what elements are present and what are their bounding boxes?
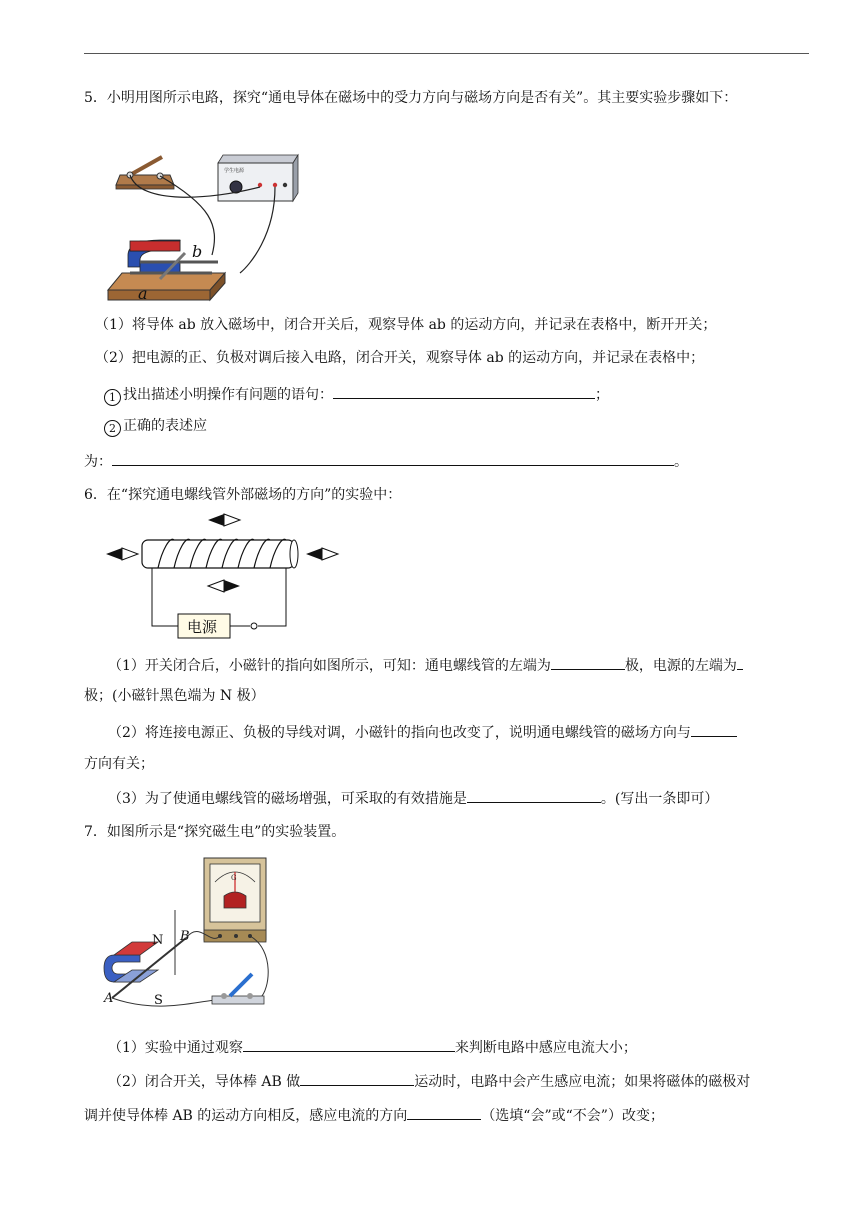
- q7-intro: 7．如图所示是“探究磁生电”的实验装置。: [84, 824, 346, 840]
- q5-sub2-text: 正确的表述应: [123, 418, 207, 434]
- q7-s2-c: 调并使导体棒 AB 的运动方向相反，感应电流的方向: [84, 1108, 408, 1124]
- q5-power-label: 学生电源: [224, 168, 245, 174]
- q5-sub2: [104, 416, 207, 437]
- q7-s2-d: （选填“会”或“不会”）改变；: [481, 1108, 664, 1124]
- q7-s2-a: （2）闭合开关，导体棒 AB 做: [108, 1074, 301, 1090]
- q5-blank-2[interactable]: [112, 451, 674, 466]
- q5-step1: （1）将导体 ab 放入磁场中，闭合开关后，观察导体 ab 的运动方向，并记录在表格中，断开开关；: [95, 317, 717, 333]
- q7-s2-line: [108, 1071, 750, 1092]
- q6-figure: [100, 510, 340, 642]
- q6-intro: 6．在“探究通电螺线管外部磁场的方向”的实验中：: [84, 487, 402, 503]
- q6-s1-line: [108, 655, 743, 676]
- q5-sub1: [104, 384, 609, 406]
- q5-blank-1[interactable]: [333, 384, 595, 399]
- q7-meter-label: G: [231, 874, 237, 882]
- q6-s1-c: 极；(小磁针黑色端为 N 极）: [84, 688, 265, 704]
- circle-1-mark: 1: [104, 389, 121, 406]
- circle-2-mark: 2: [104, 420, 121, 437]
- q7-s1-b: 来判断电路中感应电流大小；: [454, 1040, 637, 1056]
- q6-s2-b: 方向有关；: [84, 756, 154, 772]
- q5-sub2-prefix: 为：: [84, 454, 112, 470]
- q5-figure: [100, 145, 305, 310]
- q6-s1-b: 极，电源的左端为: [624, 658, 737, 674]
- q5-label-a: a: [138, 284, 148, 303]
- q6-blank-2[interactable]: [737, 655, 743, 670]
- q6-s2-line: [108, 722, 737, 743]
- q7-s2-line2: [84, 1105, 664, 1126]
- q6-blank-4[interactable]: [467, 788, 601, 803]
- q6-s3-b: 。(写出一条即可）: [600, 791, 719, 807]
- q7-label-B: B: [180, 929, 190, 944]
- q7-label-S: S: [154, 993, 163, 1008]
- q5-sub2-line: [84, 451, 688, 472]
- q7-label-A: A: [104, 991, 114, 1006]
- q7-s2-b: 运动时，电路中会产生感应电流；如果将磁体的磁极对: [414, 1074, 751, 1090]
- q7-blank-2[interactable]: [300, 1071, 414, 1086]
- q7-s1-line: [108, 1037, 637, 1058]
- q6-blank-3[interactable]: [691, 722, 737, 737]
- q5-sub2-end: 。: [674, 454, 688, 470]
- q5-label-b: b: [192, 242, 203, 261]
- q5-step2: （2）把电源的正、负极对调后接入电路，闭合开关，观察导体 ab 的运动方向，并记录在表格中；: [95, 350, 705, 366]
- q5-intro: 5．小明用图所示电路，探究“通电导体在磁场中的受力方向与磁场方向是否有关”。其主要实验步骤如下：: [84, 90, 738, 106]
- q6-power-label: 电源: [187, 618, 218, 636]
- q7-s1-a: （1）实验中通过观察: [108, 1040, 243, 1056]
- q7-blank-1[interactable]: [243, 1037, 455, 1052]
- q7-label-N: N: [152, 933, 164, 948]
- q6-s3-line: [108, 788, 718, 809]
- header-rule: [84, 53, 809, 54]
- q6-s3-a: （3）为了使通电螺线管的磁场增强，可采取的有效措施是: [108, 791, 467, 807]
- q6-s1-a: （1）开关闭合后，小磁针的指向如图所示，可知：通电螺线管的左端为: [108, 658, 551, 674]
- q5-sub1-text: 找出描述小明操作有问题的语句：: [123, 387, 333, 403]
- q6-s2-a: （2）将连接电源正、负极的导线对调，小磁针的指向也改变了，说明通电螺线管的磁场方向与: [108, 725, 691, 741]
- q5-sub1-end: ；: [595, 387, 609, 403]
- q6-blank-1[interactable]: [551, 655, 625, 670]
- q7-blank-3[interactable]: [407, 1105, 481, 1120]
- q7-figure: [100, 850, 285, 1015]
